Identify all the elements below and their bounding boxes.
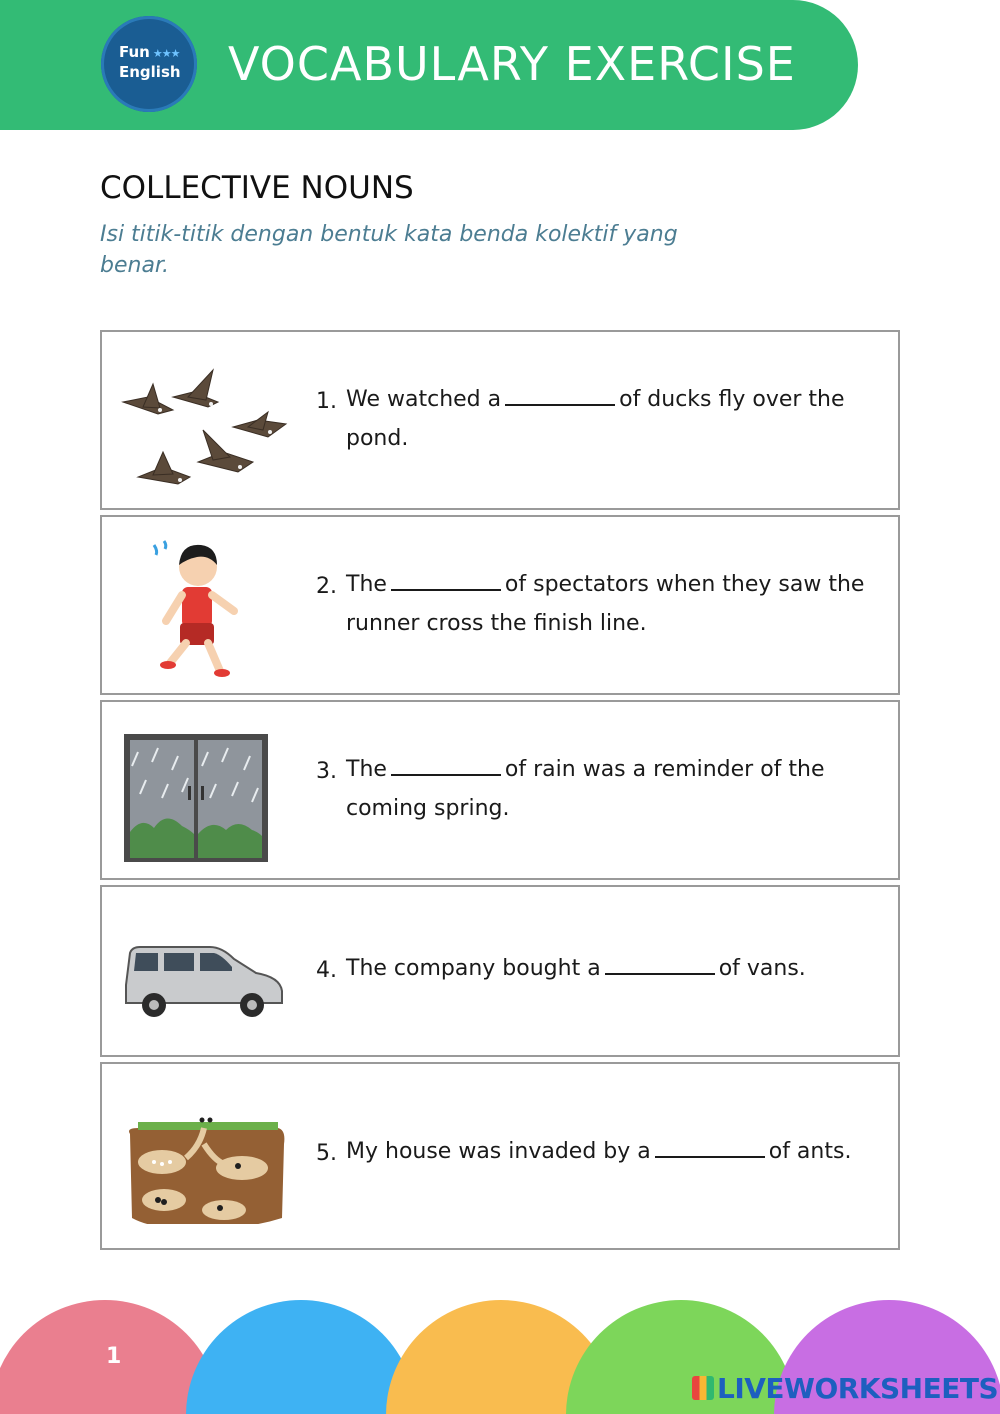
answer-blank-2[interactable] bbox=[391, 569, 501, 591]
question-2: 2. The of spectators when they saw the runner cross the finish line. bbox=[316, 565, 868, 643]
answer-blank-4[interactable] bbox=[605, 953, 715, 975]
question-3: 3. The of rain was a reminder of the coming spring. bbox=[316, 750, 868, 828]
answer-blank-1[interactable] bbox=[505, 384, 615, 406]
question-number: 5. bbox=[316, 1141, 337, 1166]
question-card-4 bbox=[100, 885, 900, 1057]
rainy-window-icon bbox=[118, 722, 288, 862]
question-card-1 bbox=[100, 330, 900, 510]
flying-geese-icon bbox=[118, 352, 288, 492]
question-card-5 bbox=[100, 1062, 900, 1250]
section-title: COLLECTIVE NOUNS bbox=[100, 170, 414, 206]
question-number: 1. bbox=[316, 389, 337, 414]
instruction-text: Isi titik-titik dengan bentuk kata benda kolektif yang benar. bbox=[100, 222, 678, 278]
liveworksheets-logo[interactable]: LIVEWORKSHEETS bbox=[692, 1372, 998, 1405]
question-1: 1. We watched a of ducks fly over the pond. bbox=[316, 380, 868, 458]
page-title: VOCABULARY EXERCISE bbox=[228, 37, 796, 91]
liveworksheets-mark-icon bbox=[692, 1376, 714, 1400]
question-number: 4. bbox=[316, 958, 337, 983]
van-icon bbox=[118, 907, 288, 1047]
fun-english-logo: Fun ★★★ English bbox=[101, 16, 197, 112]
page-number: 1 bbox=[106, 1344, 122, 1369]
question-card-2 bbox=[100, 515, 900, 695]
question-number: 2. bbox=[316, 574, 337, 599]
footer-circle-blue bbox=[186, 1300, 416, 1414]
answer-blank-5[interactable] bbox=[655, 1136, 765, 1158]
question-5: 5. My house was invaded by a of ants. bbox=[316, 1132, 868, 1171]
ant-nest-icon bbox=[118, 1084, 288, 1224]
runner-icon bbox=[118, 537, 288, 677]
question-card-3 bbox=[100, 700, 900, 880]
question-4: 4. The company bought a of vans. bbox=[316, 949, 868, 988]
answer-blank-3[interactable] bbox=[391, 754, 501, 776]
question-number: 3. bbox=[316, 759, 337, 784]
